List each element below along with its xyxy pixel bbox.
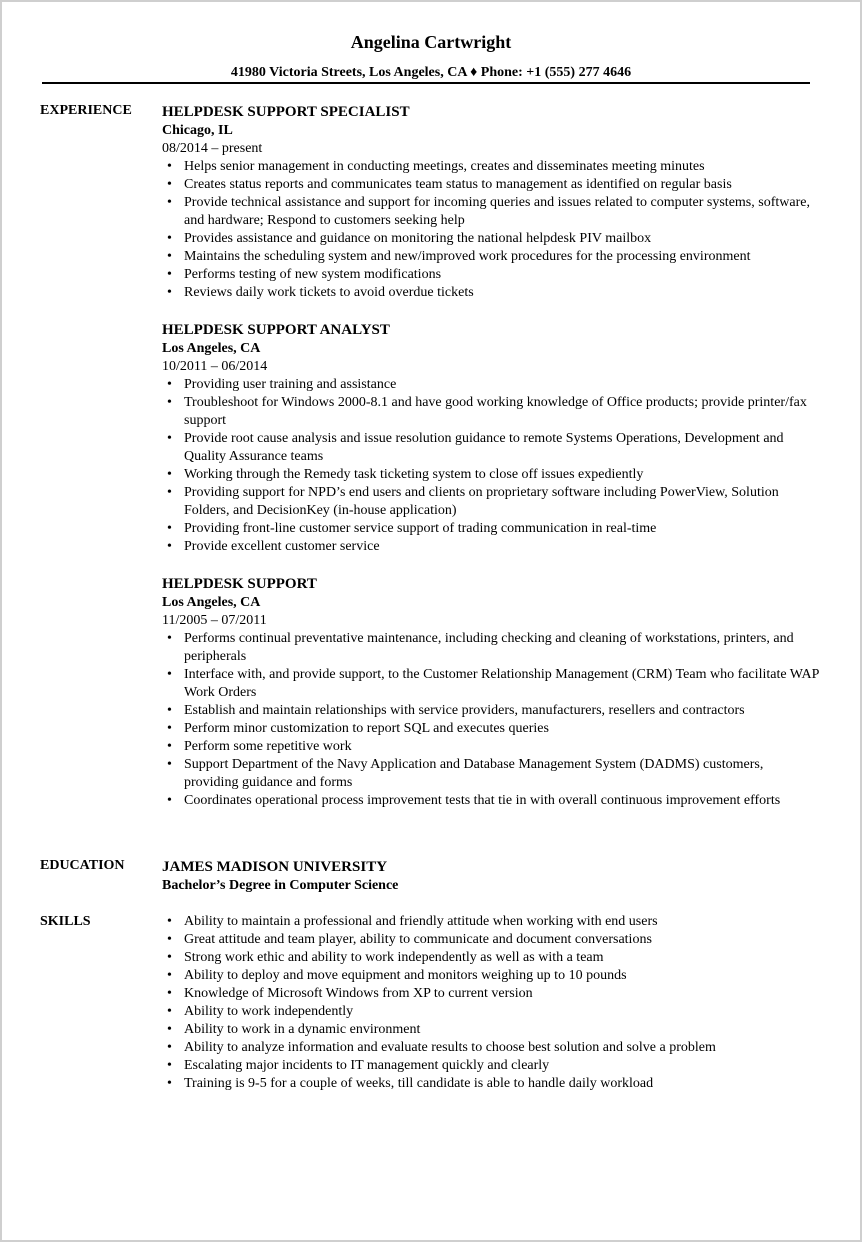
job-entry (162, 320, 820, 556)
job-bullet: • Troubleshoot for Windows 2000-8.1 and have good working knowledge of Office products; provide printer/fax support (184, 394, 820, 430)
skills-list (162, 913, 820, 1093)
skill-item: • Ability to work independently (184, 1003, 820, 1021)
skill-item: • Escalating major incidents to IT management quickly and clearly (184, 1057, 820, 1075)
candidate-name: Angelina Cartwright (350, 32, 512, 52)
job-title: HELPDESK SUPPORT SPECIALIST (162, 104, 410, 120)
job-bullet: • Provide root cause analysis and issue resolution guidance to remote Systems Operations, Development and Quality Assurance teams (184, 430, 820, 466)
skill-item: • Strong work ethic and ability to work independently as well as with a team (184, 949, 820, 967)
job-bullets (162, 376, 820, 556)
job-dates: 11/2005 – 07/2011 (162, 613, 267, 628)
job-bullet: • Perform minor customization to report SQL and executes queries (184, 720, 820, 738)
job-entry (162, 102, 820, 302)
job-bullet: • Performs continual preventative maintenance, including checking and cleaning of workstations, printers, and peripherals (184, 630, 820, 666)
job-location: Chicago, IL (162, 123, 233, 138)
education-degree: Bachelor’s Degree in Computer Science (162, 878, 399, 893)
education-body (162, 857, 820, 895)
header-divider (42, 82, 810, 84)
job-bullet: • Provide excellent customer service (184, 538, 820, 556)
job-bullet: • Provides assistance and guidance on monitoring the national helpdesk PIV mailbox (184, 230, 820, 248)
job-location: Los Angeles, CA (162, 595, 261, 610)
job-bullet: • Provide technical assistance and support for incoming queries and issues related to computer systems, software, and hardware; Respond to customers seeking help (184, 194, 820, 230)
job-bullet: • Support Department of the Navy Application and Database Management System (DADMS) customers, providing guidance and forms (184, 756, 820, 792)
education-label: EDUCATION (40, 858, 125, 873)
job-bullets (162, 630, 820, 810)
job-bullet: • Reviews daily work tickets to avoid overdue tickets (184, 284, 820, 302)
skill-item: • Ability to work in a dynamic environment (184, 1021, 820, 1039)
skill-item: • Ability to deploy and move equipment and monitors weighing up to 10 pounds (184, 967, 820, 985)
skill-item: • Training is 9-5 for a couple of weeks, till candidate is able to handle daily workload (184, 1075, 820, 1093)
skill-item: • Ability to analyze information and evaluate results to choose best solution and solve a problem (184, 1039, 820, 1057)
job-bullet: • Coordinates operational process improvement tests that tie in with overall continuous improvement efforts (184, 792, 820, 810)
job-bullet: • Interface with, and provide support, to the Customer Relationship Management (CRM) Team who facilitate WAP Work Orders (184, 666, 820, 702)
job-bullet: • Establish and maintain relationships with service providers, manufacturers, resellers and contractors (184, 702, 820, 720)
experience-jobs (162, 102, 820, 828)
job-bullet: • Providing user training and assistance (184, 376, 820, 394)
job-bullet: • Perform some repetitive work (184, 738, 820, 756)
education-school: JAMES MADISON UNIVERSITY (162, 859, 388, 875)
skills-label: SKILLS (40, 914, 91, 929)
job-bullet: • Maintains the scheduling system and new/improved work procedures for the processing environment (184, 248, 820, 266)
job-bullet: • Working through the Remedy task ticketing system to close off issues expediently (184, 466, 820, 484)
job-bullet: • Helps senior management in conducting meetings, creates and disseminates meeting minutes (184, 158, 820, 176)
job-title: HELPDESK SUPPORT (162, 576, 317, 592)
job-bullet: • Performs testing of new system modifications (184, 266, 820, 284)
job-bullet: • Providing support for NPD’s end users and clients on proprietary software including PowerView, Solution Folders, and DecisionKey (in-house application) (184, 484, 820, 520)
job-dates: 08/2014 – present (162, 141, 263, 156)
job-dates: 10/2011 – 06/2014 (162, 359, 268, 374)
job-title: HELPDESK SUPPORT ANALYST (162, 322, 390, 338)
job-entry (162, 574, 820, 810)
experience-label: EXPERIENCE (40, 103, 132, 118)
job-bullet: • Providing front-line customer service support of trading communication in real-time (184, 520, 820, 538)
skill-item: • Great attitude and team player, ability to communicate and document conversations (184, 931, 820, 949)
skill-item: • Ability to maintain a professional and friendly attitude when working with end users (184, 913, 820, 931)
skills-body (162, 913, 820, 1093)
job-bullets (162, 158, 820, 302)
contact-line: 41980 Victoria Streets, Los Angeles, CA ♦ Phone: +1 (555) 277 4646 (230, 65, 632, 80)
job-bullet: • Creates status reports and communicates team status to management as identified on regular basis (184, 176, 820, 194)
skill-item: • Knowledge of Microsoft Windows from XP to current version (184, 985, 820, 1003)
job-location: Los Angeles, CA (162, 341, 261, 356)
